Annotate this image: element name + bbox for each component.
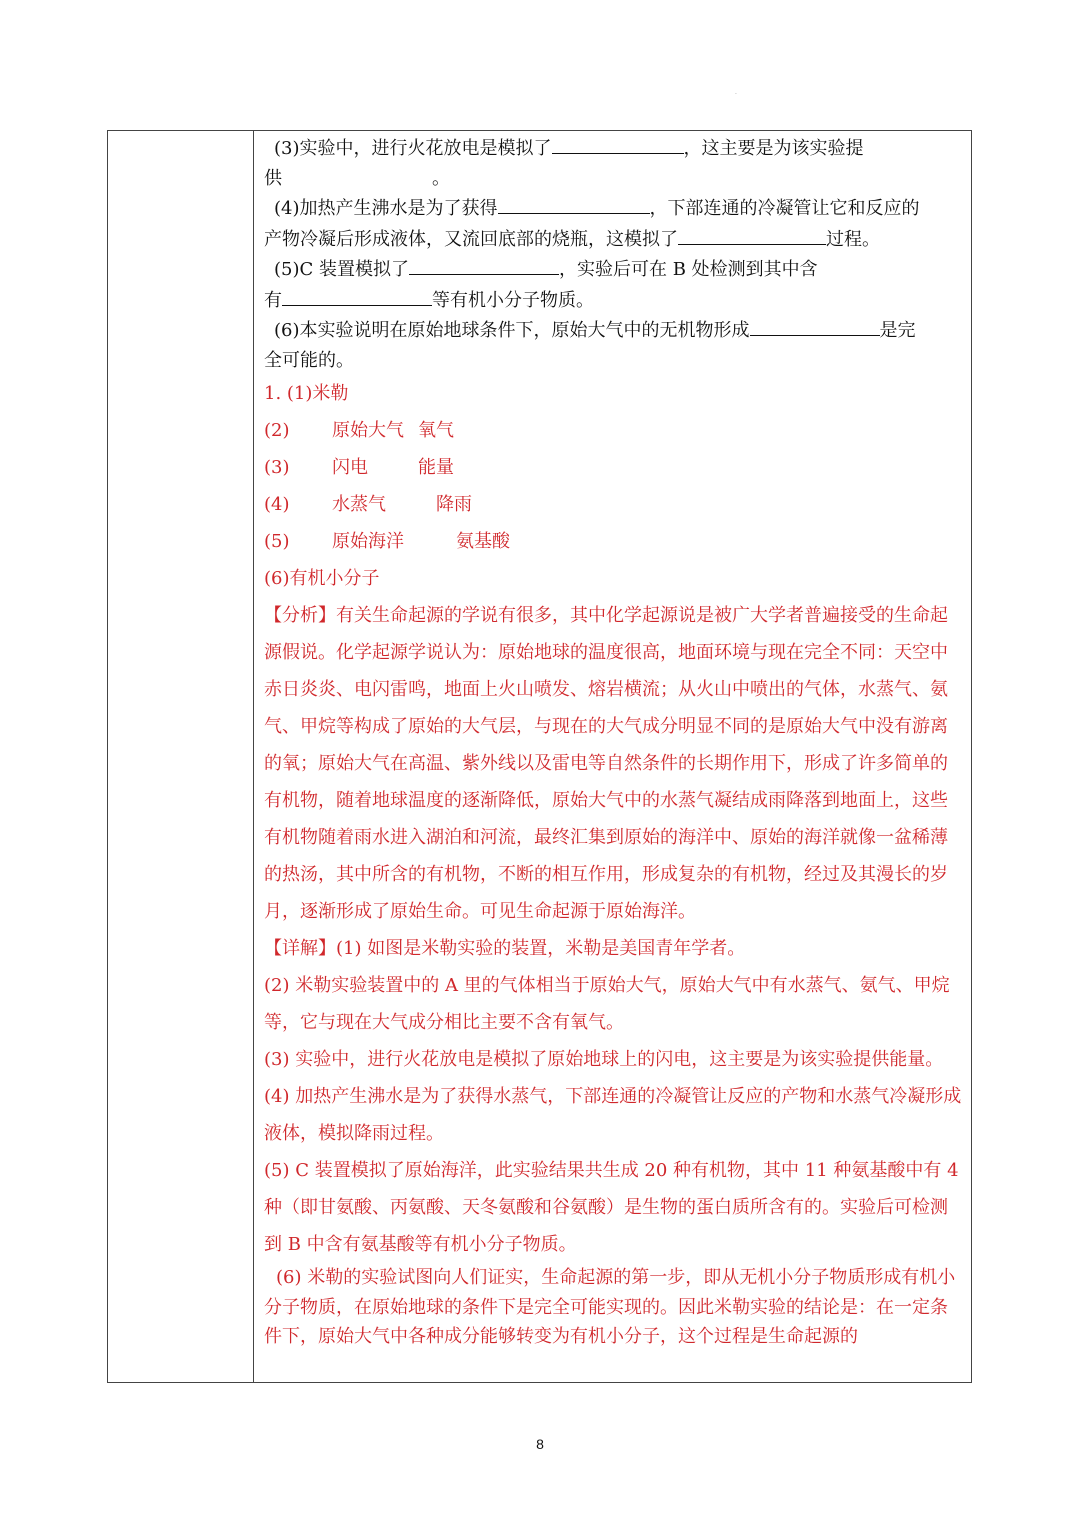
blank-q4-1	[498, 193, 650, 214]
blank-q6-1	[750, 315, 880, 336]
content-table	[107, 130, 972, 1383]
question-3-line: (3)实验中，进行火花放电是模拟了 ，这主要是为该实验提	[264, 133, 963, 164]
detail-3: (3) 实验中，进行火花放电是模拟了原始地球上的闪电，这主要是为该实验提供能量。	[264, 1049, 944, 1070]
question-6-line-2: 全可能的。	[264, 349, 354, 371]
blank-q5-2	[282, 285, 432, 306]
answer-6: (6)有机小分子	[264, 568, 380, 589]
scan-speck: ·	[735, 91, 737, 98]
answer-a: 原始大气	[332, 420, 404, 441]
answer-row	[264, 486, 963, 523]
page-number: 8	[536, 1436, 544, 1452]
answer-num: (2)	[264, 420, 290, 441]
detail-6: (6) 米勒的实验试图向人们证实，生命起源的第一步，即从无机小分子物质形成有机小分子物质，在原始地球的条件下是完全可能实现的。因此米勒实验的结论是：在一定条件下，原始大气中各种成分能够转变为有机小分子，这个过程是生命起源的	[264, 1267, 956, 1347]
answer-b: 降雨	[436, 494, 472, 515]
detail-5: (5) C 装置模拟了原始海洋，此实验结果共生成 20 种有机物，其中 11 种氨基酸中有 4 种（即甘氨酸、丙氨酸、天冬氨酸和谷氨酸）是生物的蛋白质所含有的。实验后可检测到 B 中含有氨基酸等有机小分子物质。	[264, 1160, 959, 1255]
blank-q3-2	[282, 164, 432, 184]
question-6-line: (6)本实验说明在原始地球条件下，原始大气中的无机物形成 是完	[264, 315, 963, 346]
detail-2: (2) 米勒实验装置中的 A 里的气体相当于原始大气，原始大气中有水蒸气、氨气、甲烷等，它与现在大气成分相比主要不含有氧气。	[264, 975, 950, 1033]
question-5-line-2: 有 等有机小分子物质。	[264, 285, 963, 316]
analysis-paragraph: 【分析】有关生命起源的学说有很多，其中化学起源说是被广大学者普遍接受的生命起源假说。化学起源学说认为：原始地球的温度很高，地面环境与现在完全不同：天空中赤日炎炎、电闪雷鸣，地面上火山喷发、熔岩横流；从火山中喷出的气体，水蒸气、氨气、甲烷等构成了原始的大气层，与现在的大气成分明显不同的是原始大气中没有游离的氧；原始大气在高温、紫外线以及雷电等自然条件的长期作用下，形成了许多简单的有机物，随着地球温度的逐渐降低，原始大气中的水蒸气凝结成雨降落到地面上，这些有机物随着雨水进入湖泊和河流，最终汇集到原始的海洋中、原始的海洋就像一盆稀薄的热汤，其中所含的有机物，不断的相互作用，形成复杂的有机物，经过及其漫长的岁月，逐渐形成了原始生命。可见生命起源于原始海洋。	[264, 605, 948, 922]
answer-b: 氧气	[418, 420, 454, 441]
answer-num: (5)	[264, 531, 290, 552]
answer-1: 1. (1)米勒	[264, 383, 349, 404]
answer-a: 原始海洋	[332, 531, 404, 552]
answer-num: (4)	[264, 494, 290, 515]
question-5-line: (5)C 装置模拟了 ，实验后可在 B 处检测到其中含	[264, 254, 963, 285]
answer-row	[264, 412, 963, 449]
answer-row	[264, 449, 963, 486]
question-4-line-2: 产物冷凝后形成液体，又流回底部的烧瓶，这模拟了 过程。	[264, 224, 963, 255]
detail-1: 【详解】(1) 如图是米勒实验的装置，米勒是美国青年学者。	[264, 938, 746, 959]
answer-b: 能量	[418, 457, 454, 478]
table-left-cell	[108, 131, 254, 1382]
table-right-cell	[254, 131, 971, 1382]
detail-4: (4) 加热产生沸水是为了获得水蒸气，下部连通的冷凝管让反应的产物和水蒸气冷凝形成液体，模拟降雨过程。	[264, 1086, 962, 1144]
answer-a: 水蒸气	[332, 494, 386, 515]
answer-num: (3)	[264, 457, 290, 478]
question-3-line-2: 供 。	[264, 164, 963, 194]
answer-a: 闪电	[332, 457, 368, 478]
blank-q3-1	[552, 133, 684, 154]
answer-b: 氨基酸	[456, 531, 510, 552]
blank-q5-1	[409, 254, 559, 275]
question-4-line: (4)加热产生沸水是为了获得 ，下部连通的冷凝管让它和反应的	[264, 193, 963, 224]
blank-q4-2	[678, 224, 826, 245]
answer-row	[264, 523, 963, 560]
